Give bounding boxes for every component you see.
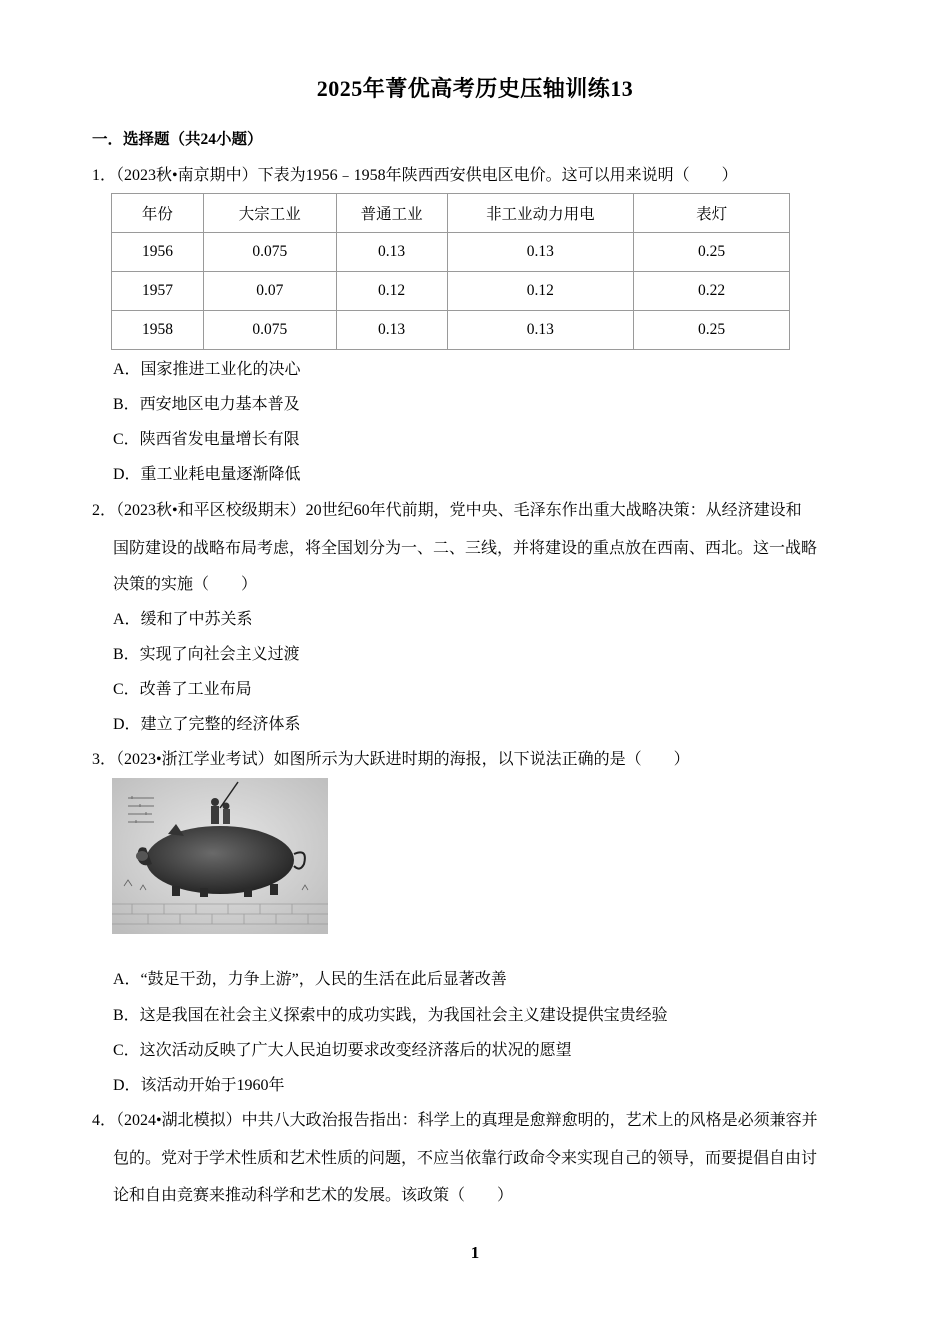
question-1-stem: 1．（2023秋•南京期中）下表为1956﹣1958年陕西西安供电区电价。这可以用来说明（ ） [92,167,738,184]
question-4-stem-line-1: 4．（2024•湖北模拟）中共八大政治报告指出：科学上的真理是愈辩愈明的，艺术上的风格是必须兼容并 [92,1112,818,1129]
question-3-stem: 3．（2023•浙江学业考试）如图所示为大跃进时期的海报，以下说法正确的是（ ） [92,751,690,768]
q2-option-d: D．建立了完整的经济体系 [113,716,301,733]
table-header-row [112,194,790,233]
great-leap-forward-poster-image [112,778,328,934]
table-cell: 0.25 [634,311,790,350]
table-cell: 0.07 [203,272,336,311]
question-2-stem-line-2: 国防建设的战略布局考虑，将全国划分为一、二、三线，并将建设的重点放在西南、西北。这一战略 [113,540,818,557]
table-row [112,311,790,350]
q3-option-a: A．“鼓足干劲，力争上游”，人民的生活在此后显著改善 [113,971,507,988]
q1-option-b: B．西安地区电力基本普及 [113,396,300,413]
table-cell: 0.13 [336,311,447,350]
table-cell: 0.12 [447,272,634,311]
q3-option-d: D．该活动开始于1960年 [113,1077,285,1094]
table-row [112,272,790,311]
q1-option-c: C．陕西省发电量增长有限 [113,431,300,448]
q2-option-c: C．改善了工业布局 [113,681,252,698]
table-cell: 0.22 [634,272,790,311]
table-cell: 0.075 [203,311,336,350]
table-cell: 0.13 [447,311,634,350]
table-header-cell: 表灯 [634,194,790,233]
q2-option-a: A．缓和了中苏关系 [113,611,253,628]
table-cell: 1956 [112,233,204,272]
table-cell: 0.13 [447,233,634,272]
table-header-cell: 大宗工业 [203,194,336,233]
table-header-cell: 普通工业 [336,194,447,233]
question-2-stem-line-3: 决策的实施（ ） [113,576,258,593]
electricity-price-table [111,193,790,350]
question-4-stem-line-3: 论和自由竞赛来推动科学和艺术的发展。该政策（ ） [113,1187,514,1204]
table-cell: 0.075 [203,233,336,272]
question-4-stem-line-2: 包的。党对于学术性质和艺术性质的问题，不应当依靠行政命令来实现自己的领导，而要提倡自由讨 [113,1150,818,1167]
q1-option-d: D．重工业耗电量逐渐降低 [113,466,301,483]
q1-option-a: A．国家推进工业化的决心 [113,361,301,378]
table-cell: 0.12 [336,272,447,311]
q2-option-b: B．实现了向社会主义过渡 [113,646,300,663]
table-header-cell: 非工业动力用电 [447,194,634,233]
table-cell: 0.13 [336,233,447,272]
table-row [112,233,790,272]
question-2-stem-line-1: 2．（2023秋•和平区校级期末）20世纪60年代前期，党中央、毛泽东作出重大战略决策：从经济建设和 [92,502,802,519]
page-title: 2025年菁优高考历史压轴训练13 [316,76,634,101]
page-number: 1 [470,1243,480,1262]
table-cell: 1957 [112,272,204,311]
table-header-cell: 年份 [112,194,204,233]
q3-option-c: C．这次活动反映了广大人民迫切要求改变经济落后的状况的愿望 [113,1042,572,1059]
q3-option-b: B．这是我国在社会主义探索中的成功实践，为我国社会主义建设提供宝贵经验 [113,1007,668,1024]
section-heading: 一．选择题（共24小题） [92,131,263,148]
table-cell: 1958 [112,311,204,350]
table-cell: 0.25 [634,233,790,272]
